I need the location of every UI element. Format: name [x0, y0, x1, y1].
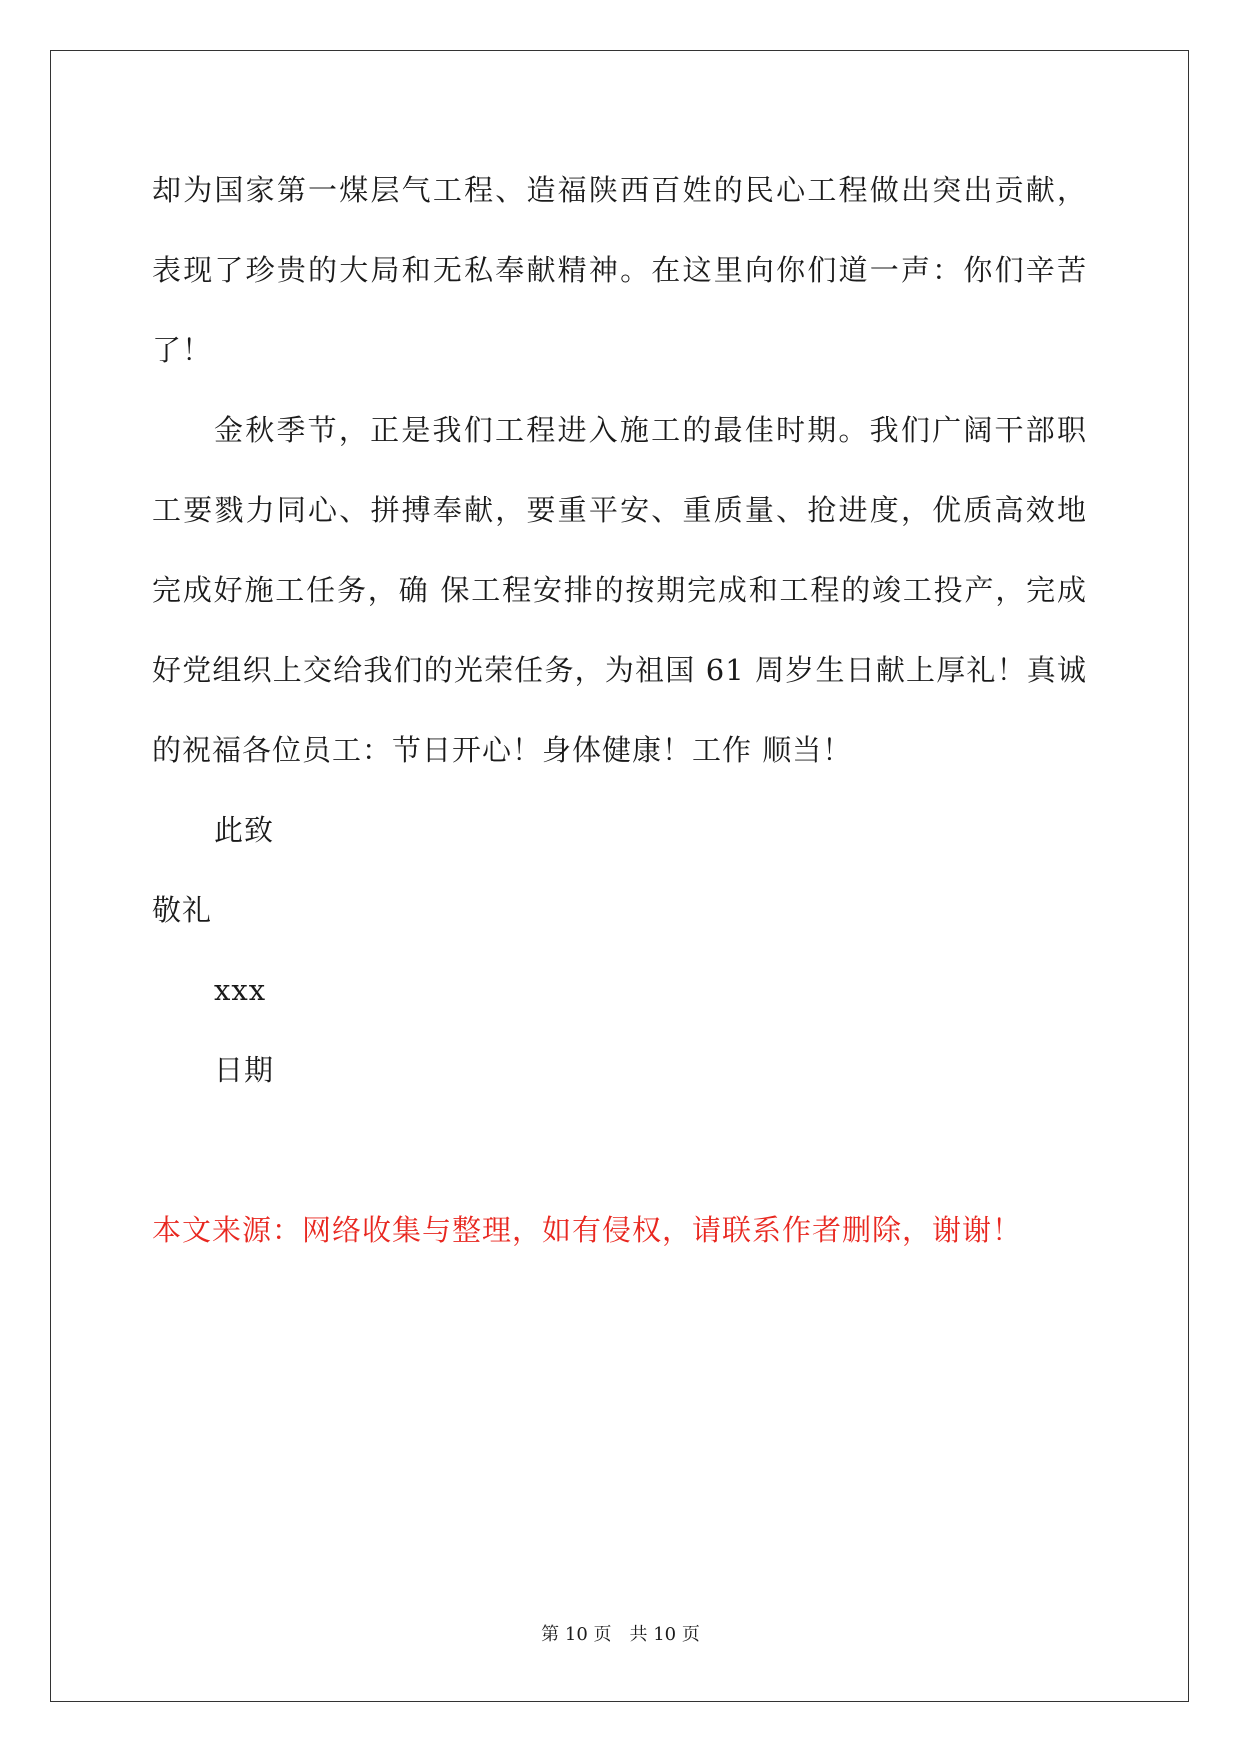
closing-regards: 敬礼 [152, 893, 213, 927]
body-line-1: 却为国家第一煤层气工程、造福陕西百姓的民心工程做出突出贡献， [152, 173, 1087, 207]
closing-salutation: 此致 [214, 813, 275, 847]
body-line-7: 好党组织上交给我们的光荣任务，为祖国 61 周岁生日献上厚礼！真诚 [152, 653, 1087, 687]
date-label: 日期 [214, 1053, 275, 1087]
body-line-6: 完成好施工任务，确 保工程安排的按期完成和工程的竣工投产，完成 [152, 573, 1087, 607]
body-line-4: 金秋季节，正是我们工程进入施工的最佳时期。我们广阔干部职 [214, 413, 1087, 447]
page-number-footer: 第 10 页 共 10 页 [541, 1624, 700, 1645]
body-line-3: 了！ [152, 333, 213, 367]
source-note: 本文来源：网络收集与整理，如有侵权，请联系作者删除，谢谢！ [152, 1213, 1023, 1247]
page-border [50, 50, 1189, 1702]
signature: xxx [214, 973, 267, 1007]
body-line-2: 表现了珍贵的大局和无私奉献精神。在这里向你们道一声：你们辛苦 [152, 253, 1087, 287]
body-line-5: 工要戮力同心、拼搏奉献，要重平安、重质量、抢进度，优质高效地 [152, 493, 1087, 527]
body-line-8: 的祝福各位员工：节日开心！身体健康！工作 顺当！ [152, 733, 853, 767]
